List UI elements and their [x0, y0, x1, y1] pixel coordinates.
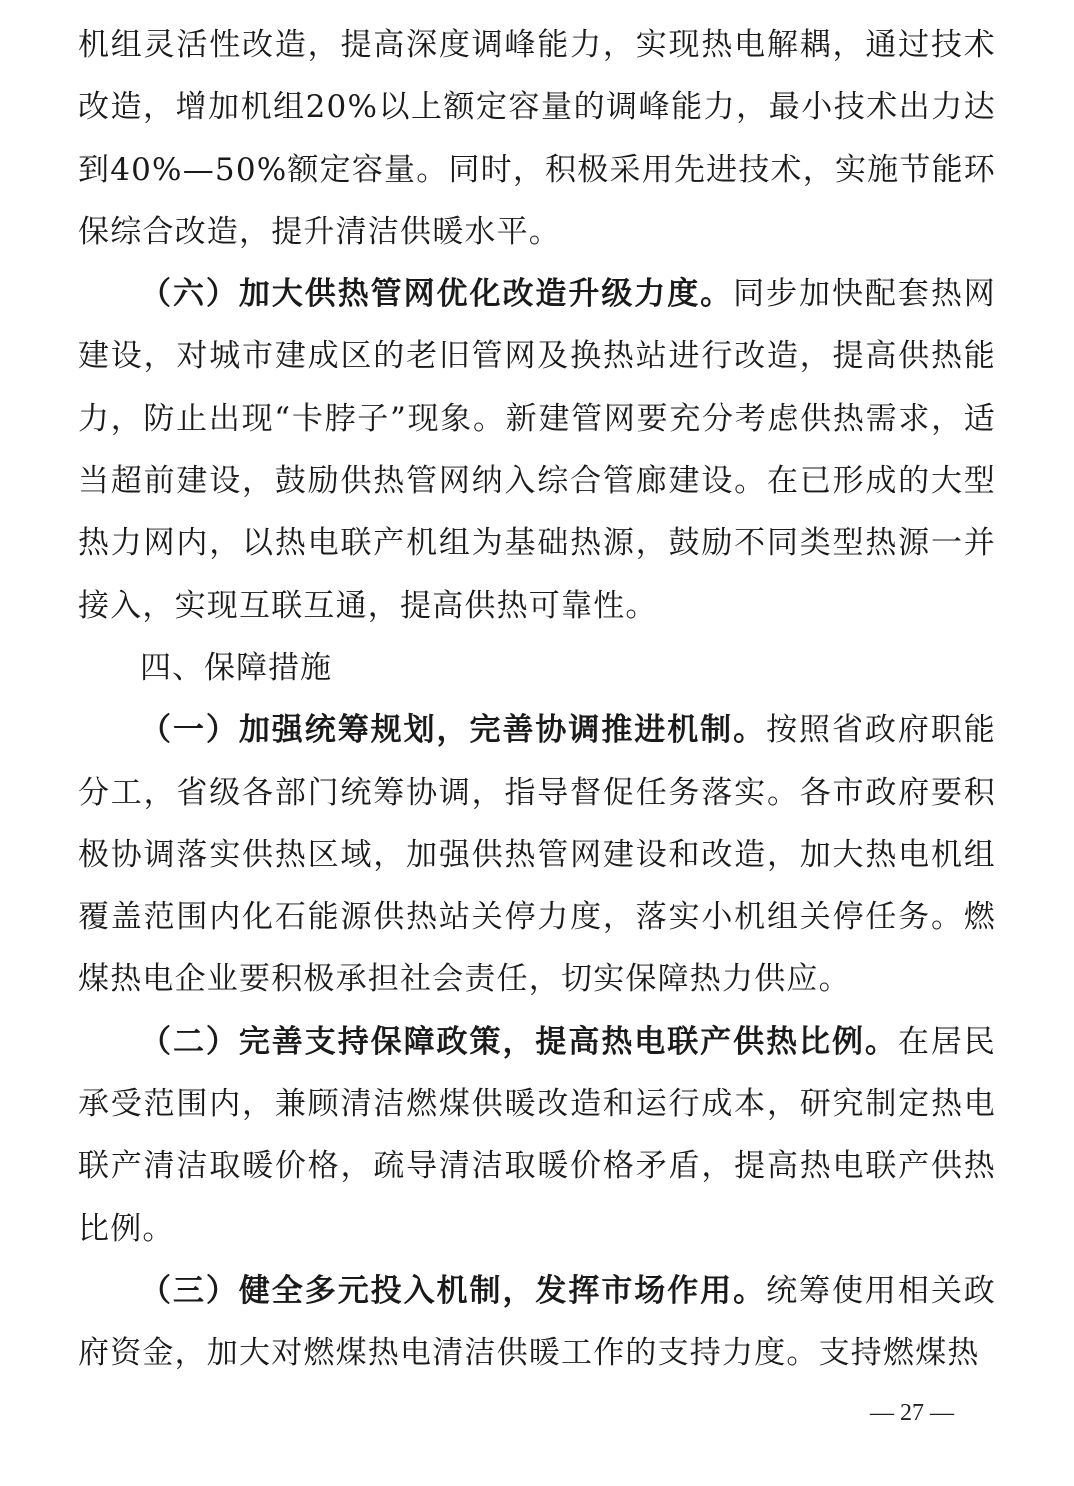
paragraph-3-lead: （一）加强统筹规划，完善协调推进机制。 — [140, 712, 767, 749]
paragraph-3 — [78, 699, 996, 1010]
paragraph-5-lead: （三）健全多元投入机制，发挥市场作用。 — [140, 1272, 767, 1309]
paragraph-4-lead: （二）完善支持保障政策，提高热电联产供热比例。 — [140, 1023, 898, 1060]
paragraph-3-text: 按照省政府职能分工，省级各部门统筹协调，指导督促任务落实。各市政府要积极协调落实供热区域，加强供热管网建设和改造，加大热电机组覆盖范围内化石能源供热站关停力度，落实小机组关停任务。燃煤热电企业要积极承担社会责任，切实保障热力供应。 — [78, 712, 996, 998]
section-heading: 四、保障措施 — [140, 649, 332, 686]
paragraph-5-text: 统筹使用相关政府资金，加大对燃煤热电清洁供暖工作的支持力度。支持燃煤热 — [78, 1272, 996, 1372]
page-number: — 27 — — [870, 1400, 954, 1426]
paragraph-2-lead: （六）加大供热管网优化改造升级力度。 — [140, 276, 734, 313]
paragraph-1-text: 机组灵活性改造，提高深度调峰能力，实现热电解耦，通过技术改造，增加机组20%以上额定容量的调峰能力，最小技术出力达到40%—50%额定容量。同时，积极采用先进技术，实施节能环保综合改造，提升清洁供暖水平。 — [78, 27, 996, 250]
document-page — [78, 14, 996, 1385]
paragraph-4 — [78, 1011, 996, 1260]
paragraph-2-text: 同步加快配套热网建设，对城市建成区的老旧管网及换热站进行改造，提高供热能力，防止出现“卡脖子”现象。新建管网要充分考虑供热需求，适当超前建设，鼓励供热管网纳入综合管廊建设。在已形成的大型热力网内，以热电联产机组为基础热源，鼓励不同类型热源一并接入，实现互联互通，提高供热可靠性。 — [78, 276, 996, 624]
paragraph-4-text: 在居民承受范围内，兼顾清洁燃煤供暖改造和运行成本，研究制定热电联产清洁取暖价格，疏导清洁取暖价格矛盾，提高热电联产供热比例。 — [78, 1023, 996, 1247]
paragraph-5 — [78, 1260, 996, 1385]
paragraph-1 — [78, 14, 996, 263]
paragraph-2 — [78, 263, 996, 637]
